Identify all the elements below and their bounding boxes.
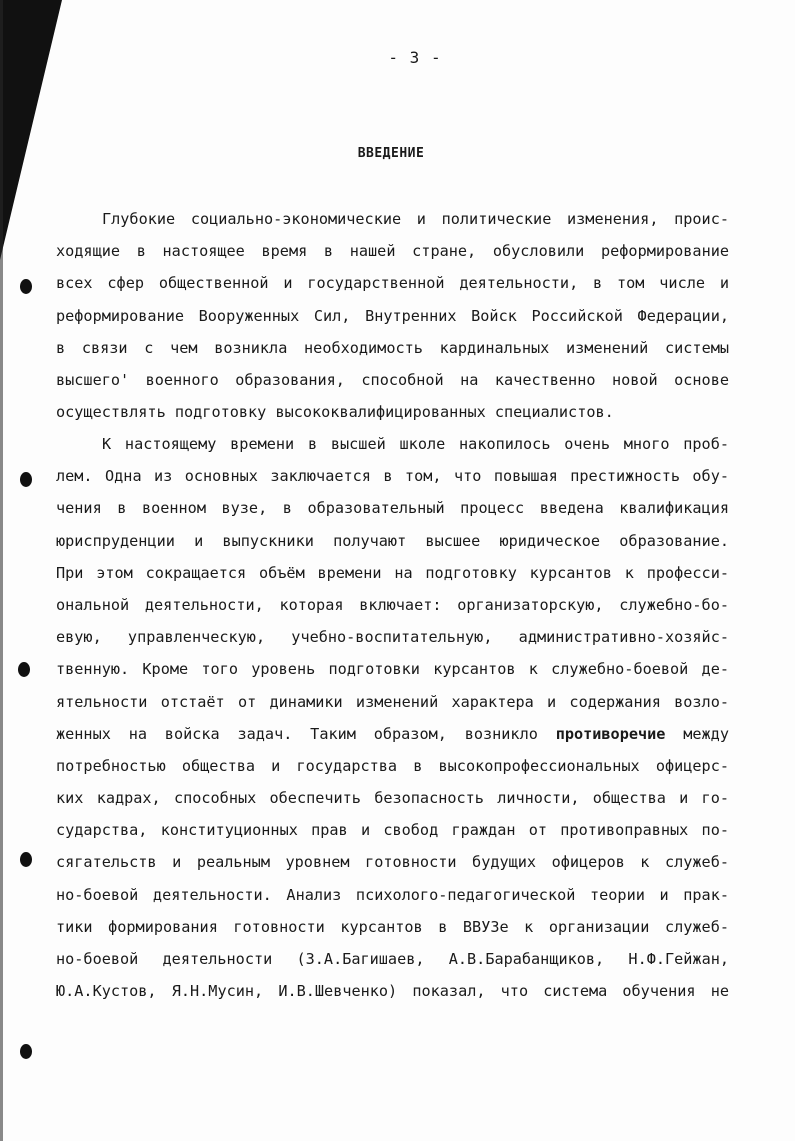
text-line: твенную. Кроме того уровень подготовки курсантов к служебно-боевой де- <box>56 660 729 679</box>
text-line: К настоящему времени в высшей школе накопилось очень много проб- <box>102 435 729 453</box>
text-line: лем. Одна из основных заключается в том, что повышая престижность обу- <box>56 467 729 486</box>
punch-hole <box>20 1044 32 1059</box>
emphasis-word: противоречие <box>555 724 666 743</box>
text-line: потребностью общества и государства в высокопрофессиональных офицерс- <box>56 756 729 775</box>
text-line: реформирование Вооруженных Сил, Внутренних Войск Российской Федерации, <box>56 306 729 325</box>
text-segment: женных на войска задач. Таким образом, возникло <box>56 724 538 743</box>
text-line: осуществлять подготовку высококвалифицированных специалистов. <box>56 403 614 422</box>
text-line: ходящие в настоящее время в нашей стране, обусловили реформирование <box>56 242 729 261</box>
text-line: но-боевой деятельности (З.А.Багишаев, А.В.Барабанщиков, Н.Ф.Гейжан, <box>56 950 729 968</box>
punch-hole <box>20 852 32 867</box>
paragraph-2 <box>56 428 729 1007</box>
text-line: ональной деятельности, которая включает: организаторскую, служебно-бо- <box>56 595 729 614</box>
text-line: Ю.А.Кустов, Я.Н.Мусин, И.В.Шевченко) показал, что система обучения не <box>56 982 729 1001</box>
text-line: всех сфер общественной и государственной деятельности, в том числе и <box>56 274 729 293</box>
text-line: высшего' военного образования, способной на качественно новой основе <box>56 370 729 389</box>
section-heading: ВВЕДЕНИЕ <box>357 146 425 161</box>
scan-shadow <box>0 0 62 260</box>
text-line: При этом сокращается объём времени на подготовку курсантов к професси- <box>56 563 729 582</box>
text-line: ятельности отстаёт от динамики изменений характера и содержания возло- <box>56 692 729 711</box>
text-line: евую, управленческую, учебно-воспитательную, административно-хозяйс- <box>56 628 729 647</box>
text-line: сударства, конституционных прав и свобод граждан от противоправных по- <box>56 821 729 840</box>
page-number: - 3 - <box>388 48 442 67</box>
scan-edge <box>0 0 3 1141</box>
text-line: в связи с чем возникла необходимость кардинальных изменений системы <box>56 338 729 357</box>
text-line: сягательств и реальным уровнем готовности будущих офицеров к служеб- <box>56 853 729 872</box>
text-line: чения в военном вузе, в образовательный процесс введена квалификация <box>56 499 729 518</box>
text-line: юриспруденции и выпускники получают высшее юридическое образование. <box>56 531 729 550</box>
punch-hole <box>20 472 32 487</box>
punch-hole <box>20 279 32 294</box>
text-segment: между <box>683 724 729 743</box>
punch-hole <box>18 662 30 677</box>
text-line: тики формирования готовности курсантов в ВВУЗе к организации служеб- <box>56 917 729 936</box>
text-line-with-emphasis <box>56 718 729 750</box>
text-line: но-боевой деятельности. Анализ психолого-педагогической теории и прак- <box>56 885 729 904</box>
text-line: Глубокие социально-экономические и политические изменения, проис- <box>102 210 729 228</box>
text-line: ких кадрах, способных обеспечить безопасность личности, общества и го- <box>56 789 729 808</box>
paragraph-1 <box>56 203 729 428</box>
